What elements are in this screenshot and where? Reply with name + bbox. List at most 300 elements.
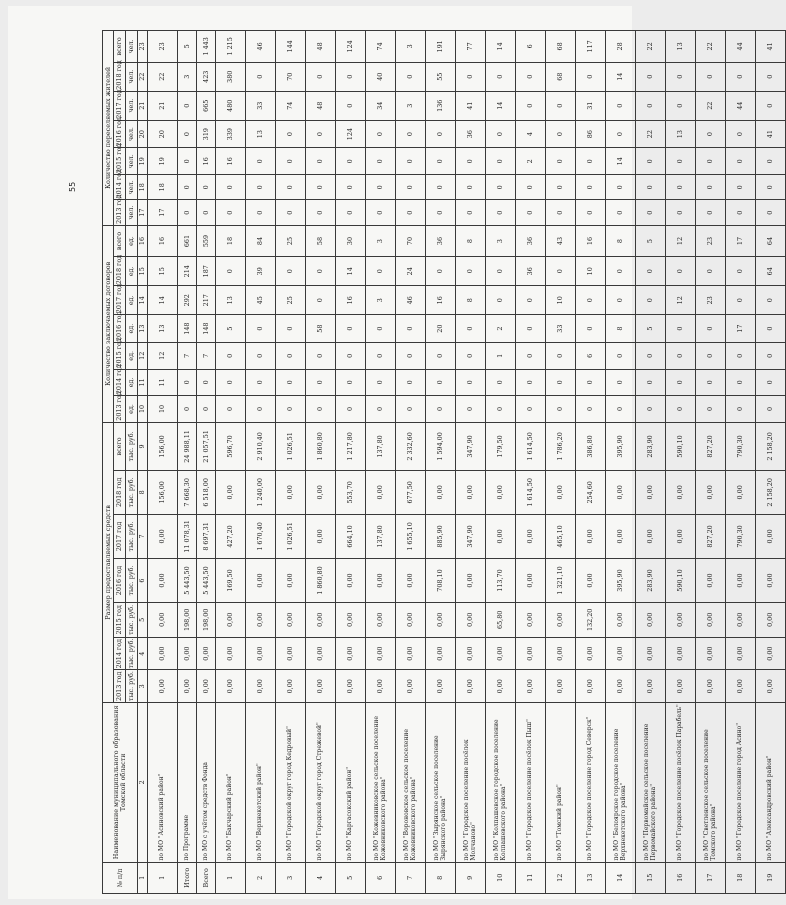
people-cell: 0 [576,148,606,175]
contracts-cell: 0 [216,396,246,423]
budget-cell: 254,60 [576,471,606,515]
budget-cell: 0,00 [197,670,216,703]
row-number: 18 [726,862,756,893]
people-cell: 0 [276,200,306,225]
municipality-name: по МО "Александровский район" [756,703,786,863]
budget-cell: 6 518,00 [197,471,216,515]
contracts-cell: 20 [426,315,456,343]
column-number: 17 [138,200,148,225]
column-number: 14 [138,286,148,315]
budget-cell: 0,00 [726,602,756,637]
people-cell: 0 [696,62,726,91]
table-row [246,31,276,894]
contracts-cell: 8 [606,225,636,256]
header-contracts-year: 2016 год [114,315,126,343]
people-cell: 0 [546,175,576,200]
people-cell: 0 [276,175,306,200]
budget-cell: 132,20 [576,602,606,637]
budget-cell: 0,00 [396,602,426,637]
budget-cell: 0,00 [516,514,546,559]
contracts-cell: 3 [486,225,516,256]
budget-cell: 0,00 [666,514,696,559]
budget-cell: 0,00 [486,670,516,703]
contracts-cell: 0 [336,369,366,396]
contracts-cell: 8 [606,315,636,343]
people-cell: 0 [606,200,636,225]
people-cell: 0 [606,120,636,148]
budget-cell: 0,00 [516,670,546,703]
people-cell: 0 [216,175,246,200]
budget-cell: 0,00 [696,602,726,637]
people-cell: 20 [148,120,178,148]
column-number: 2 [138,703,148,863]
municipality-name: по МО "Колпашевское городское поселение Колпашевского района" [486,703,516,863]
budget-cell: 0,00 [306,602,336,637]
budget-cell: 0,00 [426,637,456,670]
contracts-cell: 214 [178,257,197,286]
contracts-cell: 0 [666,315,696,343]
people-cell: 23 [148,31,178,63]
contracts-cell: 0 [246,343,276,370]
contracts-cell: 0 [576,286,606,315]
budget-cell: 0,00 [366,559,396,603]
people-cell: 86 [576,120,606,148]
contracts-cell: 0 [276,369,306,396]
budget-cell: 0,00 [576,559,606,603]
budget-cell: 1 860,80 [306,559,336,603]
municipality-name: по МО "Городской округ город Стрежевой" [306,703,336,863]
budget-cell: 0,00 [516,559,546,603]
people-cell: 0 [178,148,197,175]
budget-cell: 0,00 [486,471,516,515]
budget-cell: 0,00 [456,602,486,637]
people-cell: 0 [666,148,696,175]
contracts-cell: 0 [246,369,276,396]
people-cell: 3 [396,91,426,120]
contracts-cell: 23 [696,286,726,315]
contracts-cell: 17 [726,315,756,343]
people-cell: 18 [148,175,178,200]
budget-cell: 0,00 [666,637,696,670]
header-contracts-total: всего [114,225,126,256]
contracts-cell: 0 [306,257,336,286]
budget-cell: 198,00 [197,602,216,637]
contracts-cell: 187 [197,257,216,286]
municipality-name: по МО "Городское поселение посёлок Парабель" [666,703,696,863]
contracts-cell: 0 [546,257,576,286]
contracts-cell: 3 [366,286,396,315]
budget-cell: 0,00 [306,471,336,515]
contracts-cell: 10 [576,257,606,286]
contracts-cell: 0 [246,396,276,423]
contracts-cell: 0 [726,343,756,370]
contracts-cell: 5 [636,315,666,343]
contracts-cell: 1 [486,343,516,370]
budget-cell: 0,00 [666,670,696,703]
budget-cell: 0,00 [396,637,426,670]
budget-cell: 0,00 [546,670,576,703]
table-row [216,31,246,894]
row-number: 13 [576,862,606,893]
people-cell: 0 [426,200,456,225]
header-contracts-unit: ед. [126,343,138,370]
table-row [276,31,306,894]
people-cell: 0 [306,200,336,225]
people-cell: 0 [486,175,516,200]
budget-cell: 0,00 [197,637,216,670]
contracts-cell: 8 [456,225,486,256]
budget-cell: 1 026,51 [276,422,306,470]
header-group-budget: Размер предоставляемых средств [103,422,114,702]
budget-cell: 347,90 [456,422,486,470]
contracts-cell: 661 [178,225,197,256]
contracts-cell: 0 [666,257,696,286]
people-cell: 0 [336,62,366,91]
people-cell: 124 [336,120,366,148]
contracts-cell: 58 [306,315,336,343]
contracts-cell: 0 [636,257,666,286]
column-number: 16 [138,225,148,256]
column-number: 19 [138,148,148,175]
people-cell: 6 [516,31,546,63]
budget-cell: 0,00 [576,514,606,559]
people-cell: 0 [336,175,366,200]
contracts-cell: 43 [546,225,576,256]
people-cell: 16 [216,148,246,175]
budget-cell: 1 860,80 [306,422,336,470]
contracts-cell: 0 [606,396,636,423]
budget-cell: 137,80 [366,422,396,470]
budget-cell: 0,00 [148,514,178,559]
people-cell: 117 [576,31,606,63]
budget-cell: 0,00 [336,559,366,603]
budget-cell: 0,00 [246,602,276,637]
budget-cell: 0,00 [606,514,636,559]
column-number: 8 [138,471,148,515]
budget-cell: 1 655,10 [396,514,426,559]
budget-cell: 0,00 [426,471,456,515]
budget-cell: 0,00 [756,637,786,670]
budget-cell: 0,00 [636,514,666,559]
people-cell: 0 [756,62,786,91]
contracts-cell: 2 [486,315,516,343]
contracts-cell: 0 [366,369,396,396]
column-number: 21 [138,91,148,120]
column-number: 18 [138,175,148,200]
municipality-name: по МО "Городское поселение посёлок Молчаново" [456,703,486,863]
budget-cell: 0,00 [276,471,306,515]
header-contracts-unit: ед. [126,257,138,286]
people-cell: 17 [148,200,178,225]
budget-cell: 0,00 [148,637,178,670]
header-budget-year: 2016 год [114,559,126,603]
contracts-cell: 0 [396,343,426,370]
budget-cell: 790,30 [726,514,756,559]
people-cell: 44 [726,91,756,120]
budget-cell: 8 697,31 [197,514,216,559]
table-row [426,31,456,894]
people-cell: 0 [636,148,666,175]
contracts-cell: 0 [576,396,606,423]
budget-cell: 0,00 [396,559,426,603]
contracts-cell: 17 [726,225,756,256]
municipality-name: по МО "Белоярское городское поселение Верхнекетского района" [606,703,636,863]
people-cell: 144 [276,31,306,63]
people-cell: 0 [636,62,666,91]
budget-cell: 708,10 [426,559,456,603]
contracts-cell: 30 [336,225,366,256]
people-cell: 0 [336,148,366,175]
people-cell: 0 [546,200,576,225]
contracts-cell: 0 [426,396,456,423]
budget-cell: 0,00 [306,514,336,559]
people-cell: 0 [516,91,546,120]
people-cell: 0 [456,62,486,91]
contracts-cell: 36 [426,225,456,256]
contracts-cell: 0 [606,343,636,370]
people-cell: 14 [606,148,636,175]
header-budget-unit: тыс. руб. [126,514,138,559]
people-cell: 0 [486,148,516,175]
contracts-cell: 0 [516,369,546,396]
contracts-cell: 14 [148,286,178,315]
contracts-cell: 0 [546,343,576,370]
budget-cell: 198,00 [178,602,197,637]
header-budget-year: 2017 год [114,514,126,559]
budget-cell: 0,00 [216,637,246,670]
people-cell: 0 [197,200,216,225]
budget-cell: 2 158,20 [756,471,786,515]
contracts-cell: 16 [336,286,366,315]
people-cell: 22 [696,31,726,63]
table-row [666,31,696,894]
contracts-cell: 10 [546,286,576,315]
budget-cell: 0,00 [336,670,366,703]
budget-cell: 113,70 [486,559,516,603]
contracts-cell: 16 [426,286,456,315]
people-cell: 0 [726,120,756,148]
header-municipality: Наименование муниципального образования Томской области [103,703,138,863]
contracts-cell: 0 [546,369,576,396]
people-cell: 0 [246,148,276,175]
people-cell: 0 [306,148,336,175]
budget-cell: 0,00 [576,670,606,703]
row-number: 9 [456,862,486,893]
contracts-cell: 0 [726,286,756,315]
people-cell: 46 [246,31,276,63]
contracts-cell: 5 [636,225,666,256]
header-people-unit: чел. [126,148,138,175]
people-cell: 22 [696,91,726,120]
people-cell: 0 [197,175,216,200]
budget-cell: 0,00 [546,637,576,670]
contracts-cell: 0 [178,369,197,396]
budget-cell: 2 332,60 [396,422,426,470]
resettlement-table [102,30,786,894]
row-number: 3 [276,862,306,893]
contracts-cell: 8 [456,286,486,315]
column-number: 11 [138,369,148,396]
contracts-cell: 0 [336,315,366,343]
row-number: Итого [178,862,197,893]
contracts-cell: 24 [396,257,426,286]
people-cell: 0 [576,175,606,200]
row-number: 2 [246,862,276,893]
budget-cell: 283,90 [636,422,666,470]
contracts-cell: 0 [276,396,306,423]
municipality-name: по МО "Вороновское сельское поселение Кожевниковского района" [396,703,426,863]
table-header [103,31,148,894]
row-number: Всего [197,862,216,893]
table-row [456,31,486,894]
people-cell: 74 [276,91,306,120]
people-cell: 0 [246,200,276,225]
header-budget-year: 2018 год [114,471,126,515]
budget-cell: 0,00 [606,637,636,670]
budget-cell: 0,00 [178,670,197,703]
municipality-name: по МО "Городской округ город Кедровый" [276,703,306,863]
budget-cell: 0,00 [276,559,306,603]
budget-cell: 553,70 [336,471,366,515]
municipality-name: по МО "Бакчарский район" [216,703,246,863]
contracts-cell: 39 [246,257,276,286]
municipality-name: по МО "Светленское сельское поселение Томского района" [696,703,726,863]
header-contracts-year: 2017 год [114,286,126,315]
contracts-cell: 0 [606,369,636,396]
budget-cell: 0,00 [756,559,786,603]
row-number: 14 [606,862,636,893]
people-cell: 48 [306,31,336,63]
budget-cell: 0,00 [216,602,246,637]
budget-cell: 0,00 [756,514,786,559]
budget-cell: 1 786,20 [546,422,576,470]
budget-cell: 2 910,40 [246,422,276,470]
contracts-cell: 0 [486,257,516,286]
people-cell: 0 [366,175,396,200]
contracts-cell: 0 [696,369,726,396]
contracts-cell: 18 [216,225,246,256]
people-cell: 0 [576,200,606,225]
people-cell: 34 [366,91,396,120]
contracts-cell: 0 [178,396,197,423]
budget-cell: 590,10 [666,559,696,603]
people-cell: 380 [216,62,246,91]
contracts-cell: 70 [396,225,426,256]
column-number: 6 [138,559,148,603]
header-contracts-year: 2015 год [114,343,126,370]
people-cell: 0 [726,148,756,175]
people-cell: 0 [456,148,486,175]
budget-cell: 0,00 [178,637,197,670]
budget-cell: 395,90 [606,559,636,603]
people-cell: 14 [486,31,516,63]
budget-cell: 0,00 [726,670,756,703]
people-cell: 0 [306,175,336,200]
budget-cell: 5 443,50 [197,559,216,603]
budget-cell: 0,00 [276,637,306,670]
people-cell: 191 [426,31,456,63]
people-cell: 19 [148,148,178,175]
budget-cell: 596,70 [216,422,246,470]
municipality-name: по МО "Асиновский район" [148,703,178,863]
budget-cell: 5 443,50 [178,559,197,603]
contracts-cell: 0 [756,369,786,396]
column-number: 20 [138,120,148,148]
budget-cell: 885,90 [426,514,456,559]
contracts-cell: 217 [197,286,216,315]
budget-cell: 283,90 [636,559,666,603]
row-number: 10 [486,862,516,893]
budget-cell: 0,00 [636,471,666,515]
contracts-cell: 0 [576,315,606,343]
budget-cell: 0,00 [696,637,726,670]
people-cell: 0 [276,148,306,175]
contracts-cell: 23 [696,225,726,256]
people-cell: 480 [216,91,246,120]
budget-cell: 0,00 [246,670,276,703]
people-cell: 22 [636,120,666,148]
table-row [576,31,606,894]
people-cell: 0 [696,148,726,175]
header-contracts-unit: ед. [126,369,138,396]
people-cell: 0 [636,91,666,120]
contracts-cell: 36 [516,225,546,256]
contracts-cell: 0 [456,343,486,370]
budget-cell: 0,00 [216,471,246,515]
people-cell: 0 [178,120,197,148]
contracts-cell: 0 [696,343,726,370]
people-cell: 2 [516,148,546,175]
header-group-people: Количество переселяемых жителей [103,31,114,226]
row-number: 7 [396,862,426,893]
people-cell: 3 [178,62,197,91]
header-contracts-year: 2013 год [114,396,126,423]
header-people-year: 2013 год [114,200,126,225]
contracts-cell: 0 [636,369,666,396]
budget-cell: 0,00 [456,559,486,603]
people-cell: 0 [696,175,726,200]
contracts-cell: 16 [148,225,178,256]
header-budget-unit: тыс. руб. [126,602,138,637]
people-cell: 0 [606,91,636,120]
people-cell: 423 [197,62,216,91]
budget-cell: 0,00 [306,637,336,670]
column-number: 9 [138,422,148,470]
people-cell: 68 [546,62,576,91]
contracts-cell: 0 [197,396,216,423]
table-row [606,31,636,894]
header-people-year: 2014 год [114,175,126,200]
municipality-name: по МО "Верхнекетский район" [246,703,276,863]
column-number: 23 [138,31,148,63]
contracts-cell: 13 [216,286,246,315]
contracts-cell: 0 [396,369,426,396]
budget-cell: 677,50 [396,471,426,515]
contracts-cell: 0 [606,286,636,315]
municipality-name: по МО "Первомайское сельское поселение Первомайского района" [636,703,666,863]
contracts-cell: 84 [246,225,276,256]
budget-cell: 0,00 [336,637,366,670]
contracts-cell: 0 [726,369,756,396]
contracts-cell: 0 [696,257,726,286]
people-cell: 0 [396,120,426,148]
contracts-cell: 0 [216,257,246,286]
column-number: 7 [138,514,148,559]
people-cell: 0 [178,91,197,120]
budget-cell: 0,00 [426,602,456,637]
contracts-cell: 0 [396,396,426,423]
budget-cell: 0,00 [696,471,726,515]
